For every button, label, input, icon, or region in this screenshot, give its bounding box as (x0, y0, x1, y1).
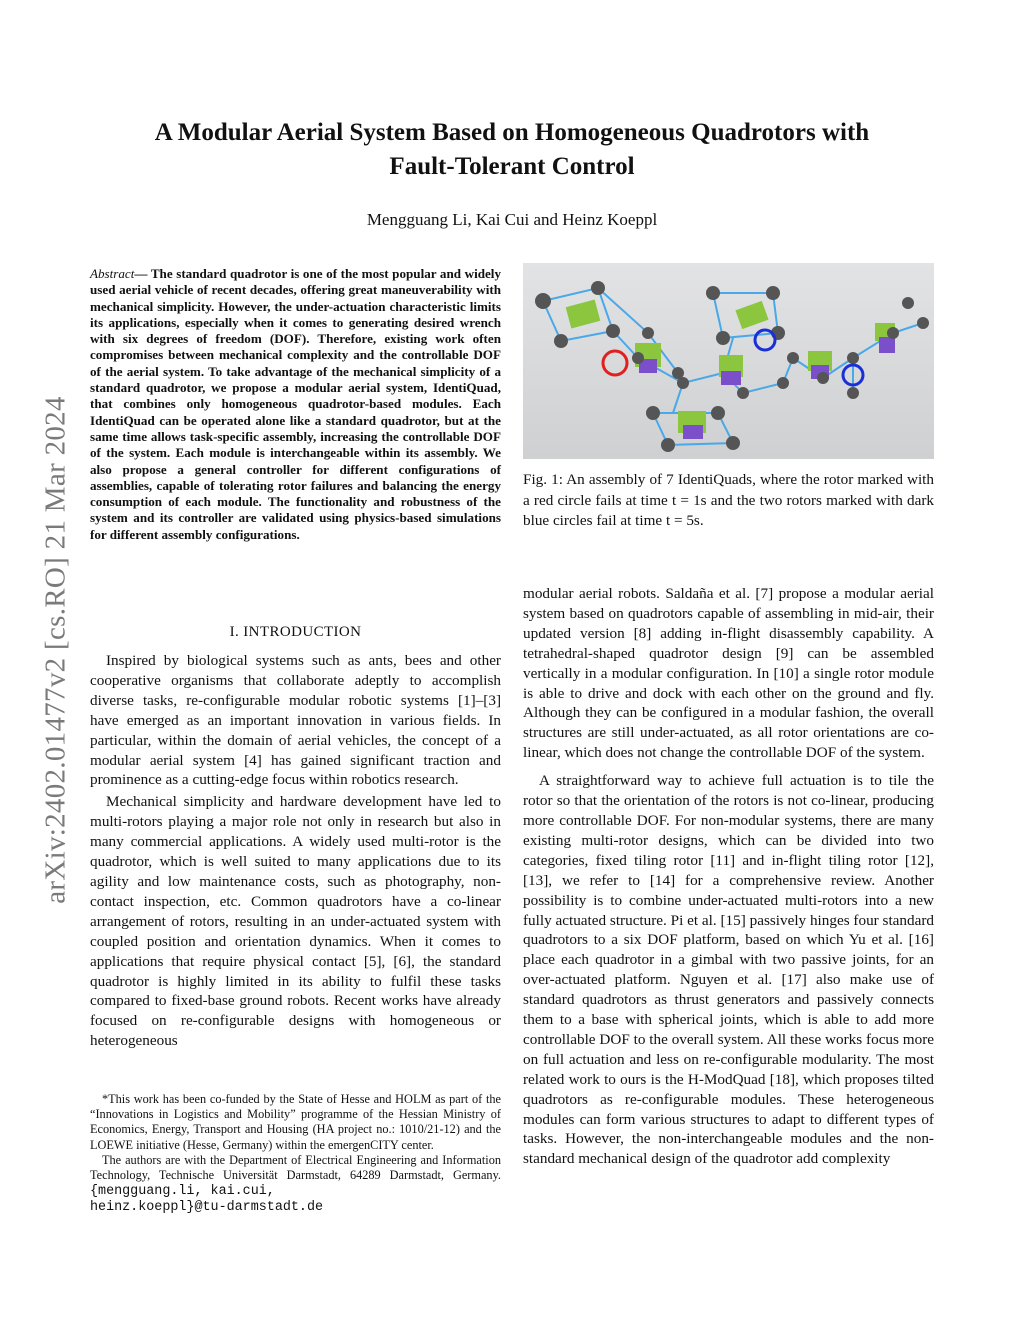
figure-caption: Fig. 1: An assembly of 7 IdentiQuads, where the rotor marked with a red circle fails at time t = 1s and the two rotors marked with dark blue circles fail at time t = 5s. (523, 471, 934, 529)
title-line-2: Fault-Tolerant Control (389, 153, 635, 180)
author-emails-line-2: heinz.koeppl}@tu-darmstadt.de (90, 1200, 324, 1216)
footnote-funding: *This work has been co-funded by the State of Hesse and HOLM as part of the “Innovations in Logistics and Mobility” programme of the Hessian Ministry of Economics, Energy, Transport and Housing (HA project no.: 1010/21-12) and the LOEWE initiative (Hesse, Germany) within the emergenCITY center. (90, 1092, 501, 1152)
paper-title (90, 116, 934, 184)
section-heading-introduction: I. INTRODUCTION (229, 624, 362, 640)
right-paragraph-2: A straightforward way to achieve full actuation is to tile the rotor so that the orientation of the rotors is not co-linear, producing more controllable DOF. For non-modular systems, there are many existing multi-rotor designs, which can be divided into two categories, fixed tiling rotor [11] and in-flight tiling rotor [12], [13], we refer to [14] for a comprehensive review. Another possibility is to combine under-actuated multi-rotors into a new fully actuated structure. Pi et al. [15] passively hinges four standard quadrotors to a six DOF platform, based on which Yu et al. [16] place each quadrotor in a gimbal with two passive joints, for an over-actuated platform. Nguyen et al. [17] also make use of standard quadrotors as thrust generators and passively connects them to a base with spherical joints, which is able to add more controllable DOF to the overall system. All these works focus more on full actuation and less on re-configurable modularity. The most related work to ours is the H-ModQuad [18], which proposes tilted quadrotors as re-configurable modules. These heterogeneous modules can form various structures to adapt to different types of tasks. However, the non-interchangeable modules and the non-standard mechanical design of the quadrotor add complexity (523, 772, 934, 1168)
right-paragraph-1: modular aerial robots. Saldaña et al. [7] propose a modular aerial system based on quadrotors capable of assembling in mid-air, their updated version [8] adding in-flight disassembly capability. A tetrahedral-shaped quadrotor design [9] can be assembled vertically in a modular configuration. In [10] a single rotor module is able to drive and dock with each other on the ground and fly. Although they can be configured in a modular fashion, the overall structures are still under-actuated, as all rotor orientations are co-linear, which does not change the controllable DOF of the system. (523, 585, 934, 762)
abstract (90, 266, 501, 543)
footnote-affiliation: The authors are with the Department of Electrical Engineering and Information Technology, Technische Universität Darmstadt, 64289 Darmstadt, Germany. {mengguang.li, kai.cui, heinz.koeppl}@tu-darmstadt.de (90, 1152, 501, 1216)
title-line-1: A Modular Aerial System Based on Homogeneous Quadrotors with (154, 119, 870, 146)
abstract-text: — The standard quadrotor is one of the most popular and widely used aerial vehicle of recent decades, offering great maneuverability with mechanical simplicity. However, the under-actuation characteristic limits its applications, especially when it comes to generating desired wrench with six degrees of freedom (DOF). Therefore, existing work often compromises between mechanical complexity and the controllable DOF of the aerial system. To take advantage of the mechanical simplicity of a standard quadrotor, we propose a modular aerial system, IdentiQuad, that combines only homogeneous quadrotor-based modules. Each IdentiQuad can be operated alone like a standard quadrotor, but at the same time allows task-specific assembly, increasing the controllable DOF of the system. Each module is interchangeable within its assembly. We also propose a general controller for different configurations of assemblies, capable of tolerating rotor failures and balancing the energy consumption of each module. The functionality and robustness of the system and its controller are validated using physics-based simulations for different assembly configurations. (90, 266, 501, 542)
author-emails-line-1: {mengguang.li, kai.cui, (90, 1184, 275, 1200)
figure-quadrotor-assembly (523, 263, 934, 459)
intro-paragraph-2: Mechanical simplicity and hardware development have led to multi-rotors playing a major role not only in research but also in many commercial applications. A widely used multi-rotor is the quadrotor, which is well suited to many applications due to its agility and low maintenance costs, such as photography, non-contact inspection, etc. Common quadrotors have a co-linear arrangement of rotors, resulting in an under-actuated system with coupled position and orientation dynamics. When it comes to applications that require physical contact [5], [6], the standard quadrotor is highly limited in its ability to fulfil these tasks compared to fixed-base ground robots. Recent works have already focused on re-configurable designs with homogeneous or heterogeneous (90, 793, 501, 1050)
abstract-label: Abstract (90, 266, 135, 281)
right-column-body (523, 584, 934, 1169)
intro-paragraph-1: Inspired by biological systems such as ants, bees and other cooperative organisms that collaborate adeptly to accomplish diverse tasks, re-configurable modular robotic systems [1]–[3] have emerged as an important innovation in various fields. In particular, within the domain of aerial vehicles, the concept of a modular aerial system [4] has gained significant traction and prominence as a cutting-edge focus within robotics research. (90, 652, 501, 789)
introduction-body (90, 651, 501, 1051)
author-list: Mengguang Li, Kai Cui and Heinz Koeppl (366, 210, 658, 229)
footnotes (90, 1092, 501, 1216)
assembly-render (523, 263, 934, 459)
